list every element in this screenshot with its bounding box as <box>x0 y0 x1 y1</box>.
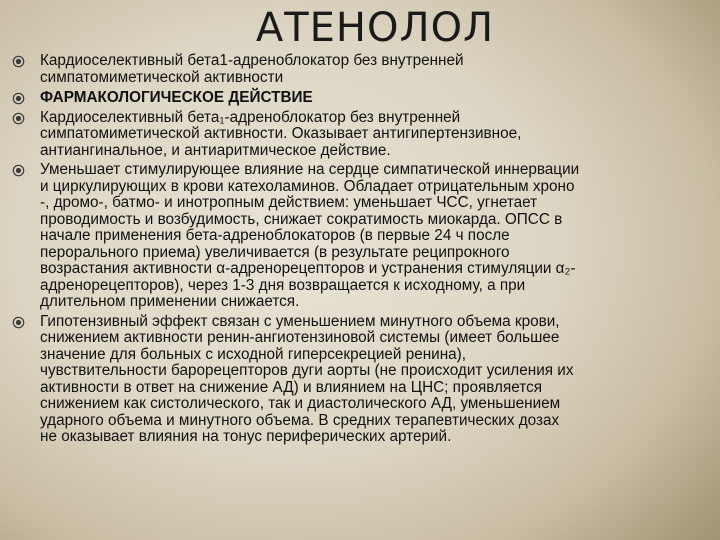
bullet-list <box>12 53 712 446</box>
bullet-text: Гипотензивный эффект связан с уменьшением минутного объема крови, снижением активности ренин-ангиотензиновой системы (имеет большее значение для больных с исходной гиперсекрецией ренина), чувствительности барорецепторов дуги аорты (не происходит усиления их активности в ответ на снижение АД) и влиянием на ЦНС; проявляется снижением как систолического, так и диастолического АД, уменьшением ударного объема и минутного объема. В средних терапевтических дозах не оказывает влияния на тонус периферических артерий. <box>40 312 574 445</box>
bullet-item <box>12 162 712 311</box>
circle-bullet-icon <box>12 164 25 177</box>
bullet-text: Уменьшает стимулирующее влияние на сердце симпатической иннервации и циркулирующих в крови катехоламинов. Обладает отрицательным хроно -, дромо-, батмо- и инотропным действием: уменьшает ЧСС, угнетает проводимость и возбудимость, снижает сократимость миокарда. ОПСС в начале применения бета-адреноблокаторов (в первые 24 ч после перорального приема) увеличивается (в результате реципрокного возрастания активности α-адренорецепторов и устранения стимуляции α₂- адренорецепторов), через 1-3 дня возвращается к исходному, а при длительном применении снижается. <box>40 161 580 310</box>
bullet-item <box>12 110 712 160</box>
circle-bullet-icon <box>12 316 25 329</box>
bullet-heading: ФАРМАКОЛОГИЧЕСКОЕ ДЕЙСТВИЕ <box>40 89 313 106</box>
bullet-text: Кардиоселективный бета₁-адреноблокатор без внутренней симпатомиметической активности. Оказывает антигипертензивное, антиангинальное, и антиаритмическое действие. <box>40 108 522 159</box>
slide-title: АТЕНОЛОЛ <box>255 5 495 51</box>
circle-bullet-icon <box>12 112 25 125</box>
bullet-item <box>12 314 712 446</box>
bullet-item <box>12 90 712 107</box>
circle-bullet-icon <box>12 92 25 105</box>
bullet-item <box>12 53 712 86</box>
bullet-text: Кардиоселективный бета1-адреноблокатор без внутренней симпатомиметической активности <box>40 52 464 86</box>
circle-bullet-icon <box>12 55 25 68</box>
